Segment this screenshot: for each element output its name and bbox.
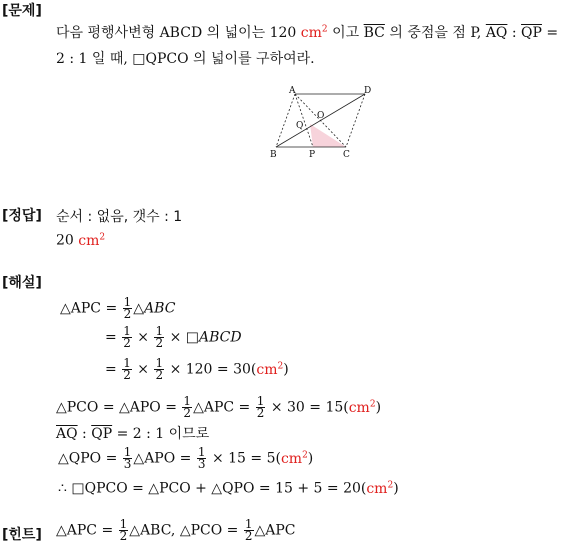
edge-ab [276, 94, 295, 147]
problem-label: [문제] [2, 3, 42, 19]
explanation-label: [해설] [2, 275, 42, 291]
equals: = [546, 25, 559, 41]
answer-value: 20 [56, 232, 74, 249]
answer-order: 순서 : 없음, 갯수 : 1 [56, 209, 183, 225]
segment-aq: $\overline{AQ}$ [485, 25, 508, 41]
answer-value-line [56, 232, 105, 249]
problem-text-a: 다음 평행사변형 ABCD 의 넓이는 120 [56, 25, 297, 41]
answer-label: [정답] [2, 208, 42, 224]
exp-line-4: △PCO = △APO = $\frac{1}{2}$ △APC = $\frac{1}{2}$ × $30 = 15(cm^2)$ [56, 394, 382, 420]
exp-line-3: = $\frac{1}{2}$ × $\frac{1}{2}$ × $120 = 30(cm^2)$ [105, 356, 289, 382]
problem-line-1 [56, 22, 558, 42]
edge-dc [346, 94, 365, 147]
point-o: O [317, 111, 325, 121]
exp-line-6: △QPO = $\frac{1}{3}$ △APO = $\frac{1}{3}$ × $15 = 5(cm^2)$ [58, 445, 314, 471]
segment-bc: $\overline{BC}$ [363, 25, 385, 41]
point-q: Q [296, 121, 304, 131]
problem-text-b: 이고 [332, 25, 360, 41]
answer-unit: $cm^2$ [78, 232, 106, 249]
point-b: B [270, 150, 277, 160]
point-a: A [289, 86, 296, 96]
exp-line-7: ∴ □QPCO = △PCO + △QPO = $15 + 5 = 20(cm^2)$ [58, 480, 399, 497]
point-c: C [343, 150, 350, 160]
point-p: P [309, 150, 316, 160]
hint-line: △APC = $\frac{1}{2}$ △ABC, △PCO = $\frac{1}{2}$ △APC [56, 517, 296, 543]
problem-text-c: 의 중점을 점 P, [389, 25, 482, 41]
problem-line-2: 2 : 1 일 때, □QPCO 의 넓이를 구하여라. [56, 51, 315, 67]
exp-line-2: = $\frac{1}{2}$ × $\frac{1}{2}$ × □ABCD [105, 324, 242, 350]
unit-cm: $cm^2$ [300, 24, 328, 41]
point-d: D [364, 86, 372, 96]
shaded-region [310, 124, 346, 147]
segment-qp: $\overline{QP}$ [521, 25, 542, 41]
exp-line-1: △APC = $\frac{1}{2}$ △ABC [60, 295, 176, 321]
parallelogram-figure [268, 84, 388, 164]
hint-label: [힌트] [2, 527, 42, 543]
exp-line-5: $\overline{AQ}$ : $\overline{QP} = 2$ : 1 이므로 [56, 426, 210, 442]
colon: : [511, 25, 517, 41]
